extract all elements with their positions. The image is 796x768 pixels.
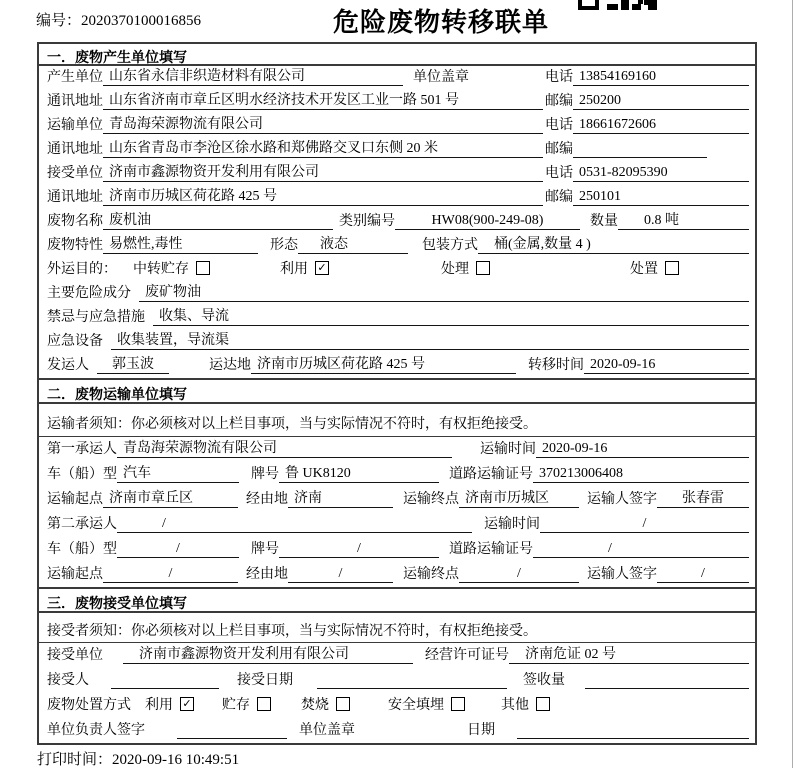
- via2-value: /: [288, 566, 393, 583]
- producer-label: 产生单位: [47, 70, 103, 85]
- plate1-label: 牌号: [251, 467, 279, 482]
- disposal-option-landfill-label: 安全填埋: [388, 698, 444, 713]
- disposal-option-other-label: 其他: [501, 698, 529, 713]
- receiver-address-row: [39, 186, 755, 210]
- phone1-label: 电话: [545, 70, 573, 85]
- purpose-treat-checkbox: [476, 261, 490, 275]
- disposal-option-burn-label: 焚烧: [301, 698, 329, 713]
- time2-label: 运输时间: [484, 517, 540, 532]
- unit-seal-label: 单位盖章: [299, 723, 355, 738]
- end2-value: /: [459, 566, 579, 583]
- addr3-label: 通讯地址: [47, 190, 103, 205]
- transporter-label: 运输单位: [47, 118, 103, 133]
- transporter-row: [39, 114, 755, 138]
- receiver-label: 接受单位: [47, 166, 103, 181]
- via2-label: 经由地: [246, 567, 288, 582]
- date2-value: [517, 738, 749, 739]
- head-sign-row: [39, 718, 755, 743]
- purpose-option-treat: [441, 258, 490, 278]
- disposal-other-checkbox: [536, 697, 550, 711]
- page-title: 危险废物转移联单: [333, 8, 550, 37]
- phone2-value: 18661672606: [573, 117, 749, 134]
- hazard-value: 废矿物油: [139, 281, 749, 302]
- sign2-label: 运输人签字: [587, 567, 657, 582]
- producer-value: 山东省永信非织造材料有限公司: [103, 65, 403, 86]
- addr1-value: 山东省济南市章丘区明水经济技术开发区工业一路 501 号: [103, 89, 543, 110]
- sign1-label: 运输人签字: [587, 492, 657, 507]
- phone3-label: 电话: [545, 166, 573, 181]
- permit1-value: 370213006408: [533, 466, 749, 483]
- disposal-option-store: [222, 694, 271, 714]
- amount-label: 签收量: [523, 673, 565, 688]
- plate2-value: /: [279, 541, 439, 558]
- section2-title: 二．废物运输单位填写: [39, 378, 755, 404]
- accept-unit-value: 济南市鑫源物资开发利用有限公司: [123, 643, 413, 664]
- hazard-label: 主要危险成分: [47, 286, 131, 301]
- addr2-label: 通讯地址: [47, 142, 103, 157]
- character-value: 易燃性,毒性: [103, 233, 258, 254]
- transfer-time-label: 转移时间: [528, 358, 584, 373]
- zip2-label: 邮编: [545, 142, 573, 157]
- section2-notice: 运输者须知：你必须核对以上栏目事项，当与实际情况不符时，有权拒绝接受。: [39, 404, 755, 437]
- purpose-option-dispose-label: 处置: [630, 262, 658, 277]
- carrier1-row: [39, 437, 755, 462]
- end1-value: 济南市历城区: [459, 487, 579, 508]
- permit2-label: 道路运输证号: [449, 542, 533, 557]
- disposal-option-burn: [301, 694, 350, 714]
- time2-value: /: [540, 516, 749, 533]
- print-time-label: 打印时间：: [37, 752, 113, 768]
- seal-label: 单位盖章: [413, 70, 469, 85]
- form-label: 形态: [270, 238, 298, 253]
- consignor-value: 郭玉波: [97, 353, 169, 374]
- disposal-landfill-checkbox: [451, 697, 465, 711]
- origin1-label: 运输起点: [47, 492, 103, 507]
- phone2-label: 电话: [545, 118, 573, 133]
- via1-label: 经由地: [246, 492, 288, 507]
- addr1-label: 通讯地址: [47, 94, 103, 109]
- form-value: 液态: [298, 233, 408, 254]
- disposal-store-checkbox: [257, 697, 271, 711]
- sign2-value: /: [657, 566, 749, 583]
- origin1-value: 济南市章丘区: [103, 487, 238, 508]
- origin2-label: 运输起点: [47, 567, 103, 582]
- receiver-row: [39, 162, 755, 186]
- zip1-label: 邮编: [545, 94, 573, 109]
- vehicle1-row: [39, 462, 755, 487]
- date2-label: 日期: [467, 723, 495, 738]
- accept-date-value: [317, 688, 507, 689]
- purpose-row: [39, 258, 755, 282]
- category-value: HW08(900-249-08): [395, 213, 580, 230]
- accept-person-value: [111, 688, 219, 689]
- route1-row: [39, 487, 755, 512]
- addr3-value: 济南市历城区荷花路 425 号: [103, 185, 543, 206]
- carrier1-value: 青岛海荣源物流有限公司: [117, 437, 452, 458]
- phone3-value: 0531-82095390: [573, 165, 749, 182]
- section3-title: 三．废物接受单位填写: [39, 587, 755, 613]
- print-time: [37, 748, 239, 768]
- time1-value: 2020-09-16: [536, 441, 749, 458]
- print-time-value: 2020-09-16 10:49:51: [112, 752, 240, 768]
- plate1-value: 鲁 UK8120: [279, 462, 439, 483]
- purpose-transfer-checkbox: [196, 261, 210, 275]
- accept-unit-row: [39, 643, 755, 668]
- taboo-value: 收集、导流: [153, 305, 749, 326]
- qty-label: 数量: [590, 214, 618, 229]
- head-sign-value: [177, 738, 287, 739]
- purpose-option-transfer-label: 中转贮存: [133, 262, 189, 277]
- carrier2-value: /: [117, 516, 472, 533]
- zip2-value: [573, 157, 707, 158]
- time1-label: 运输时间: [480, 442, 536, 457]
- disposal-option-store-label: 贮存: [222, 698, 250, 713]
- hazard-row: [39, 282, 755, 306]
- accept-person-label: 接受人: [47, 673, 89, 688]
- waste-name-value: 废机油: [103, 209, 333, 230]
- doc-number-value: 2020370100016856: [81, 13, 202, 29]
- plate2-label: 牌号: [251, 542, 279, 557]
- license-label: 经营许可证号: [425, 648, 509, 663]
- accept-unit-label: 接受单位: [47, 648, 103, 663]
- equipment-label: 应急设备: [47, 334, 103, 349]
- vehicle1-label: 车（船）型: [47, 467, 117, 482]
- transfer-time-value: 2020-09-16: [584, 357, 749, 374]
- packing-value: 桶(金属,数量 4 ): [478, 233, 749, 254]
- end1-label: 运输终点: [403, 492, 459, 507]
- accept-date-label: 接受日期: [237, 673, 293, 688]
- dest-value: 济南市历城区荷花路 425 号: [251, 353, 516, 374]
- purpose-option-dispose: [630, 258, 679, 278]
- vehicle1-value: 汽车: [117, 462, 239, 483]
- dest-label: 运达地: [209, 358, 251, 373]
- origin2-value: /: [103, 566, 238, 583]
- purpose-option-use: [280, 258, 329, 278]
- carrier2-label: 第二承运人: [47, 517, 117, 532]
- character-label: 废物特性: [47, 238, 103, 253]
- zip3-value: 250101: [573, 189, 749, 206]
- section3-notice: 接受者须知：你必须核对以上栏目事项，当与实际情况不符时，有权拒绝接受。: [39, 613, 755, 643]
- manifest-table: [37, 42, 757, 745]
- vehicle2-row: [39, 537, 755, 562]
- taboo-label: 禁忌与应急措施: [47, 310, 145, 325]
- accept-person-row: [39, 668, 755, 693]
- page-edge-line: [792, 0, 793, 768]
- purpose-use-checkbox: ✓: [315, 261, 329, 275]
- equipment-row: [39, 330, 755, 354]
- consignor-label: 发运人: [47, 358, 89, 373]
- disposal-option-landfill: [388, 694, 465, 714]
- qty-value: 0.8 吨: [618, 209, 749, 230]
- qr-code-partial-icon: [578, 0, 662, 10]
- carrier1-label: 第一承运人: [47, 442, 117, 457]
- purpose-option-use-label: 利用: [280, 262, 308, 277]
- doc-number-label: 编号：: [36, 13, 82, 29]
- disposal-row: [39, 693, 755, 718]
- license-value: 济南危证 02 号: [509, 643, 749, 664]
- route2-row: [39, 562, 755, 587]
- vehicle2-value: /: [117, 541, 239, 558]
- carrier2-row: [39, 512, 755, 537]
- waste-name-label: 废物名称: [47, 214, 103, 229]
- phone1-value: 13854169160: [573, 69, 749, 86]
- purpose-option-transfer: [133, 258, 210, 278]
- disposal-option-other: [501, 694, 550, 714]
- equipment-value: 收集装置，导流渠: [111, 329, 749, 350]
- packing-label: 包装方式: [422, 238, 478, 253]
- doc-number: [36, 9, 201, 30]
- addr2-value: 山东省青岛市李沧区徐水路和郑佛路交叉口东侧 20 米: [103, 137, 543, 158]
- producer-address-row: [39, 90, 755, 114]
- receiver-value: 济南市鑫源物资开发利用有限公司: [103, 161, 543, 182]
- amount-value: [585, 688, 749, 689]
- end2-label: 运输终点: [403, 567, 459, 582]
- category-label: 类别编号: [339, 214, 395, 229]
- purpose-label: 外运目的：: [47, 262, 117, 277]
- taboo-row: [39, 306, 755, 330]
- vehicle2-label: 车（船）型: [47, 542, 117, 557]
- disposal-burn-checkbox: [336, 697, 350, 711]
- head-sign-label: 单位负责人签字: [47, 723, 145, 738]
- sign1-value: 张春雷: [657, 487, 749, 508]
- producer-row: [39, 66, 755, 90]
- disposal-option-use-label: 利用: [145, 698, 173, 713]
- waste-name-row: [39, 210, 755, 234]
- section1-title: 一．废物产生单位填写: [39, 44, 755, 66]
- permit2-value: /: [533, 541, 749, 558]
- permit1-label: 道路运输证号: [449, 467, 533, 482]
- disposal-label: 废物处置方式: [47, 698, 131, 713]
- transporter-address-row: [39, 138, 755, 162]
- transporter-value: 青岛海荣源物流有限公司: [103, 113, 543, 134]
- purpose-option-treat-label: 处理: [441, 262, 469, 277]
- disposal-use-checkbox: ✓: [180, 697, 194, 711]
- via1-value: 济南: [288, 487, 393, 508]
- disposal-option-use: [145, 694, 194, 714]
- waste-character-row: [39, 234, 755, 258]
- zip1-value: 250200: [573, 93, 749, 110]
- purpose-dispose-checkbox: [665, 261, 679, 275]
- consignor-row: [39, 354, 755, 378]
- zip3-label: 邮编: [545, 190, 573, 205]
